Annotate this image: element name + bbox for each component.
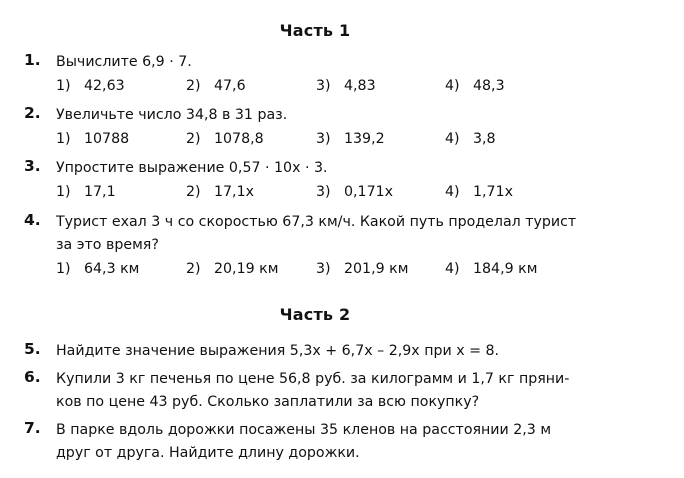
option-value: 42,63: [84, 78, 125, 94]
option-number: 2): [186, 184, 201, 200]
answer-option-2: [186, 261, 278, 277]
task-number: 4.: [24, 211, 41, 229]
part1-title: Часть 1: [279, 21, 351, 40]
option-number: 1): [56, 131, 71, 147]
option-value: 1078,8: [214, 131, 264, 147]
question-line: ков по цене 43 руб. Сколько заплатили за всю покупку?: [56, 394, 480, 410]
question-line: Турист ехал 3 ч со скоростью 67,3 км/ч. Какой путь проделал турист: [56, 214, 577, 230]
question-line: друг от друга. Найдите длину дорожки.: [56, 445, 360, 461]
answer-option-4: [445, 131, 496, 147]
option-value: 184,9 км: [473, 261, 538, 277]
option-number: 1): [56, 78, 71, 94]
option-value: 1,71x: [473, 184, 513, 200]
answer-option-3: [316, 78, 376, 94]
option-number: 2): [186, 78, 201, 94]
option-number: 4): [445, 131, 460, 147]
answer-option-3: [316, 184, 393, 200]
task-question: [56, 211, 638, 257]
task-number: 3.: [24, 157, 41, 175]
option-value: 17,1x: [214, 184, 254, 200]
option-value: 48,3: [473, 78, 505, 94]
answer-option-1: [56, 261, 139, 277]
option-value: 3,8: [473, 131, 496, 147]
option-value: 4,83: [344, 78, 376, 94]
part2-title: Часть 2: [279, 305, 351, 324]
option-value: 0,171x: [344, 184, 394, 200]
answer-option-4: [445, 78, 505, 94]
task-question: [56, 368, 638, 414]
option-value: 47,6: [214, 78, 246, 94]
task-question: Вычислите 6,9 · 7.: [56, 54, 192, 70]
task-number: 1.: [24, 51, 41, 69]
answer-option-2: [186, 184, 254, 200]
option-value: 139,2: [344, 131, 385, 147]
task-question: Увеличьте число 34,8 в 31 раз.: [56, 107, 288, 123]
option-number: 3): [316, 78, 331, 94]
answer-option-4: [445, 261, 537, 277]
question-line: В парке вдоль дорожки посажены 35 кленов на расстоянии 2,3 м: [56, 422, 552, 438]
answer-option-1: [56, 78, 125, 94]
question-line: за это время?: [56, 237, 159, 253]
answer-option-1: [56, 184, 116, 200]
task-question: [56, 340, 638, 363]
task-question: Упростите выражение 0,57 · 10x · 3.: [56, 160, 328, 176]
answer-option-2: [186, 131, 264, 147]
option-number: 3): [316, 184, 331, 200]
option-value: 20,19 км: [214, 261, 279, 277]
option-number: 4): [445, 78, 460, 94]
option-number: 3): [316, 131, 331, 147]
task-number: 5.: [24, 340, 41, 358]
option-number: 2): [186, 261, 201, 277]
answer-option-3: [316, 261, 408, 277]
answer-option-1: [56, 131, 129, 147]
option-number: 1): [56, 261, 71, 277]
question-line: Найдите значение выражения 5,3x + 6,7x – 2,9x при x = 8.: [56, 343, 500, 359]
task-number: 6.: [24, 368, 41, 386]
answer-option-3: [316, 131, 385, 147]
option-value: 10788: [84, 131, 130, 147]
option-number: 2): [186, 131, 201, 147]
option-number: 4): [445, 261, 460, 277]
option-number: 4): [445, 184, 460, 200]
answer-option-2: [186, 78, 246, 94]
task-number: 7.: [24, 419, 41, 437]
answer-option-4: [445, 184, 513, 200]
option-value: 201,9 км: [344, 261, 409, 277]
question-line: Купили 3 кг печенья по цене 56,8 руб. за килограмм и 1,7 кг пряни-: [56, 371, 570, 387]
option-value: 64,3 км: [84, 261, 140, 277]
option-number: 1): [56, 184, 71, 200]
task-number: 2.: [24, 104, 41, 122]
task-question: [56, 419, 638, 465]
option-number: 3): [316, 261, 331, 277]
option-value: 17,1: [84, 184, 116, 200]
